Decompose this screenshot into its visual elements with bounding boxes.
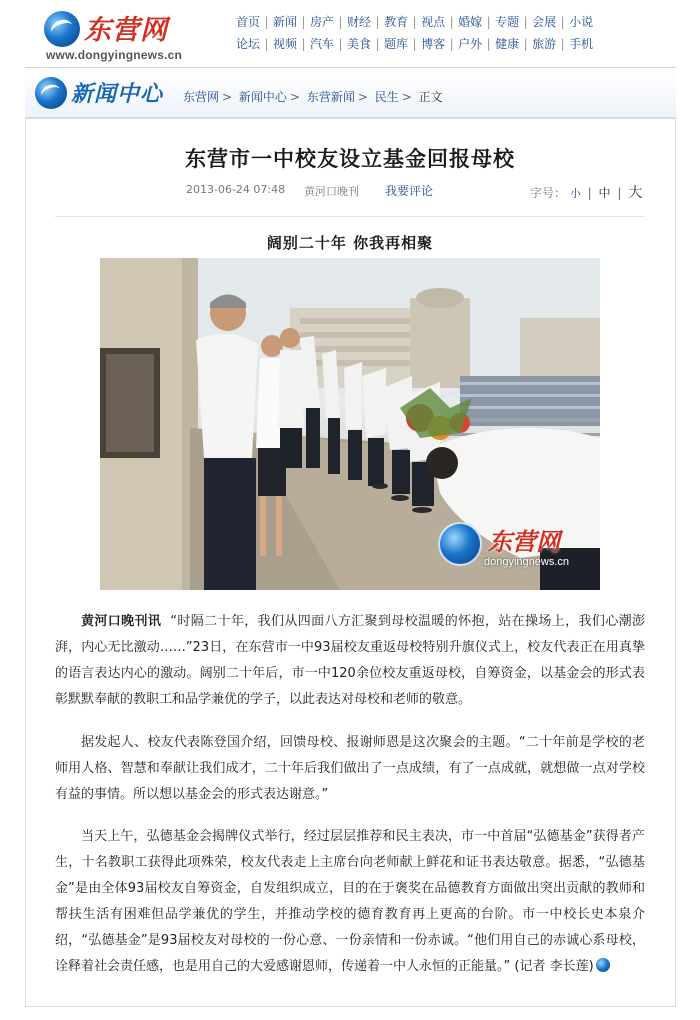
nav-separator: | <box>523 15 528 29</box>
nav-separator: | <box>560 15 565 29</box>
article-paragraph-1 <box>55 609 645 713</box>
nav-item[interactable]: 汽车 <box>310 37 335 51</box>
nav-item[interactable]: 视点 <box>421 15 446 29</box>
font-size-medium-button[interactable]: 中 <box>598 186 611 200</box>
site-logo[interactable] <box>44 8 194 60</box>
section-bar <box>25 67 676 119</box>
nav-item[interactable]: 教育 <box>384 15 409 29</box>
nav-item[interactable]: 专题 <box>495 15 520 29</box>
article-subtitle: 阔别二十年 你我再相聚 <box>266 234 434 252</box>
nav-item[interactable]: 新闻 <box>273 15 298 29</box>
font-size-separator: | <box>617 186 622 200</box>
breadcrumb-item[interactable]: 东营新闻 <box>306 90 355 104</box>
breadcrumb <box>183 88 443 105</box>
photo-watermark <box>438 520 598 580</box>
globe-icon <box>35 77 67 109</box>
watermark-url: dongyingnews.cn <box>484 556 570 568</box>
reporter-byline: (记者 李长莲) <box>514 959 594 974</box>
nav-separator: | <box>338 37 343 51</box>
nav-item[interactable]: 首页 <box>236 15 261 29</box>
nav-separator: | <box>338 15 343 29</box>
article-paragraph-3 <box>55 824 645 980</box>
nav-separator: | <box>449 15 454 29</box>
nav-item[interactable]: 手机 <box>569 37 594 51</box>
nav-item[interactable]: 户外 <box>458 37 483 51</box>
breadcrumb-item[interactable]: 新闻中心 <box>238 90 287 104</box>
nav-item[interactable]: 论坛 <box>236 37 261 51</box>
comment-link[interactable]: 我要评论 <box>385 184 434 198</box>
paragraph-text: 当天上午，弘德基金会揭牌仪式举行，经过层层推荐和民主表决，市一中首届“弘德基金”获得者产生，十名教职工获得此项殊荣，校友代表走上主席台向老师献上鲜花和证书表达敬意。据悉，“弘德基金”是由全体93届校友自筹资金，自发组织成立，目的在于褒奖在品德教育方面做出突出贡献的教师和帮扶生活有困难但品学兼优的学生，并推动学校的德育教育再上更高的台阶。市一中校长史本泉介绍，“弘德基金”是93届校友对母校的一份心意、一份亲情和一份赤诚。“他们用自己的赤诚心系母校，诠释着社会责任感，也是用自己的大爱感谢恩师，传递着一中人永恒的正能量。” <box>55 829 645 974</box>
title-divider <box>55 216 645 217</box>
nav-row-1 <box>236 12 700 32</box>
nav-separator: | <box>449 37 454 51</box>
nav-separator: | <box>486 37 491 51</box>
breadcrumb-item[interactable]: 东营网 <box>183 90 220 104</box>
article-paragraph-2: 据发起人、校友代表陈登国介绍，回馈母校、报谢师恩是这次聚会的主题。“二十年前是学校的老师用人格、智慧和奉献让我们成才，二十年后我们做出了一点成绩，有了一点成就，就想做一点对学校有益的事情。所以想以基金会的形式表达谢意。” <box>55 735 645 802</box>
breadcrumb-current: 正文 <box>418 90 443 104</box>
nav-item[interactable]: 小说 <box>569 15 594 29</box>
breadcrumb-separator: > <box>357 90 368 104</box>
font-size-large-button[interactable]: 大 <box>628 185 643 201</box>
nav-separator: | <box>375 37 380 51</box>
top-nav <box>236 12 700 54</box>
nav-item[interactable]: 旅游 <box>532 37 557 51</box>
nav-separator: | <box>486 15 491 29</box>
breadcrumb-separator: > <box>222 90 233 104</box>
end-globe-icon <box>596 958 610 972</box>
breadcrumb-item[interactable]: 民生 <box>374 90 399 104</box>
nav-separator: | <box>412 15 417 29</box>
nav-item[interactable]: 题库 <box>384 37 409 51</box>
site-header <box>0 0 700 64</box>
article-source: 黄河口晚刊 <box>304 185 359 198</box>
font-size-separator: | <box>587 186 592 200</box>
nav-item[interactable]: 房产 <box>310 15 335 29</box>
article-date: 2013-06-24 07:48 <box>186 183 286 196</box>
article-photo <box>100 258 600 590</box>
nav-item[interactable]: 婚嫁 <box>458 15 483 29</box>
nav-separator: | <box>523 37 528 51</box>
nav-separator: | <box>264 15 269 29</box>
nav-separator: | <box>375 15 380 29</box>
nav-separator: | <box>301 15 306 29</box>
nav-separator: | <box>264 37 269 51</box>
paragraph-text: “时隔二十年，我们从四面八方汇聚到母校温暖的怀抱，站在操场上，我们心潮澎湃，内心无比激动……”23日，在东营市一中93届校友重返母校特别升旗仪式上，校友代表正在用真挚的语言表达内心的激动。阔别二十年后，市一中120余位校友重返母校，自筹资金，以基金会的形式表彰默默奉献的教职工和品学兼优的学子，以此表达对母校和老师的敬意。 <box>55 614 645 707</box>
nav-separator: | <box>412 37 417 51</box>
section-title[interactable]: 新闻中心 <box>71 82 164 107</box>
globe-logo-icon <box>44 11 80 47</box>
article-title: 东营市一中校友设立基金回报母校 <box>185 146 515 171</box>
nav-separator: | <box>560 37 565 51</box>
nav-separator: | <box>301 37 306 51</box>
paragraph-lead: 黄河口晚刊讯 <box>81 614 162 629</box>
font-size-control <box>530 182 642 202</box>
watermark-globe-icon <box>438 522 482 566</box>
nav-item[interactable]: 财经 <box>347 15 372 29</box>
logo-url: www.dongyingnews.cn <box>46 48 183 62</box>
font-size-label: 字号： <box>530 186 567 200</box>
breadcrumb-separator: > <box>401 90 412 104</box>
font-size-small-button[interactable]: 小 <box>569 187 581 200</box>
logo-text: 东营网 <box>84 15 168 46</box>
nav-item[interactable]: 博客 <box>421 37 446 51</box>
nav-item[interactable]: 视频 <box>273 37 298 51</box>
nav-row-2 <box>236 34 700 54</box>
breadcrumb-separator: > <box>289 90 300 104</box>
watermark-text: 东营网 <box>488 527 560 556</box>
nav-item[interactable]: 会展 <box>532 15 557 29</box>
nav-item[interactable]: 美食 <box>347 37 372 51</box>
nav-item[interactable]: 健康 <box>495 37 520 51</box>
